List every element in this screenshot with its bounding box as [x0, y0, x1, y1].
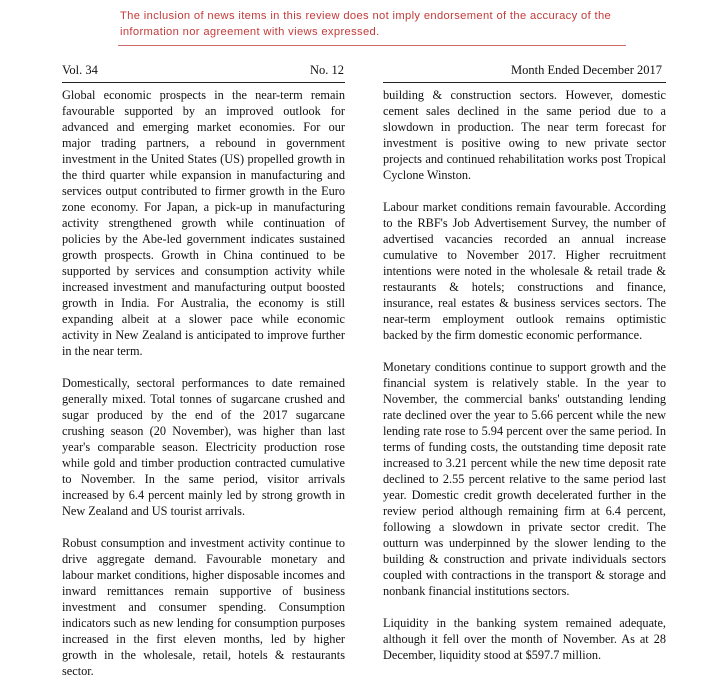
paragraph-monetary-conditions: Monetary conditions continue to support growth and the financial system is relatively stable. In the year to November, the commercial banks' outstanding lending rate declined over the year to 5.66 percent while the new lending rate rose to 5.94 percent over the same period. In terms of funding costs, the outstanding time deposit rate increased to 3.21 percent while the new time deposit rate declined to 2.55 percent relative to the same period last year. Domestic credit growth decelerated further in the review period although remaining firm at 6.4 percent, following a slowdown in private sector credit. The outturn was underpinned by the slower lending to the building & construction and private individuals sectors coupled with contractions in the transport & storage and nonbank financial institutions sectors.: [383, 360, 666, 598]
paragraph-domestic-sectors: Domestically, sectoral performances to date remained generally mixed. Total tonnes of sugarcane crushed and sugar produced by the end of the 2017 sugarcane crushing season (20 November), was higher than last year's comparable season. Electricity production rose while gold and timber production contracted cumulative to November. In the same period, visitor arrivals increased by 6.4 percent mainly led by strong growth in New Zealand and US tourist arrivals.: [62, 376, 345, 518]
left-column: [62, 80, 345, 695]
paragraph-consumption: Robust consumption and investment activity continue to drive aggregate demand. Favourable monetary and labour market conditions, higher disposable incomes and inward remittances remain supportive of business investment and consumer spending. Consumption indicators such as new lending for consumption purposes increased in the first eleven months, led by higher growth in the wholesale, retail, hotels & restaurants sector.: [62, 536, 345, 678]
volume-label: Vol. 34: [62, 63, 98, 77]
paragraph-labour-market: Labour market conditions remain favourable. According to the RBF's Job Advertisement Survey, the number of advertised vacancies recorded an annual increase cumulative to November 2017. Higher recruitment intentions were noted in the wholesale & retail trade & restaurants & hotels; constructions and finance, insurance, real estates & business services sectors. The near-term employment outlook remains optimistic backed by the firm domestic economic performance.: [383, 200, 666, 342]
paragraph-global-outlook: Global economic prospects in the near-term remain favourable supported by an improved outlook for advanced and emerging market economies. For our major trading partners, a rebound in government investment in the United States (US) propelled growth in the third quarter while expansion in manufacturing and services output contributed to firmer growth in the Euro zone economy. For Japan, a pick-up in manufacturing activity strengthened growth while continuation of policies by the Abe-led government indicates sustained growth prospects. Growth in China continued to be supported by services and consumption activity while increased investment and manufacturing output boosted growth in India. For Australia, the economy is still expanding albeit at a slower pace while economic activity in New Zealand is anticipated to improve further in the near term.: [62, 88, 345, 358]
paragraph-liquidity: Liquidity in the banking system remained adequate, although it fell over the month of November. As at 28 December, liquidity stood at $597.7 million.: [383, 616, 666, 662]
right-column-rule: [383, 82, 666, 83]
paragraph-investment: building & construction sectors. However, domestic cement sales declined in the same period due to a slowdown in production. The near term forecast for investment is positive owing to new private sector projects and continued rehabilitation works post Tropical Cyclone Winston.: [383, 88, 666, 182]
disclaimer-text: The inclusion of news items in this review does not imply endorsement of the accuracy of the information nor agreement with views expressed.: [120, 10, 612, 38]
disclaimer-divider: [118, 45, 626, 46]
left-column-rule: [62, 82, 345, 83]
right-column: [383, 80, 666, 679]
issue-period: Month Ended December 2017: [510, 63, 662, 77]
issue-number: No. 12: [310, 63, 345, 77]
